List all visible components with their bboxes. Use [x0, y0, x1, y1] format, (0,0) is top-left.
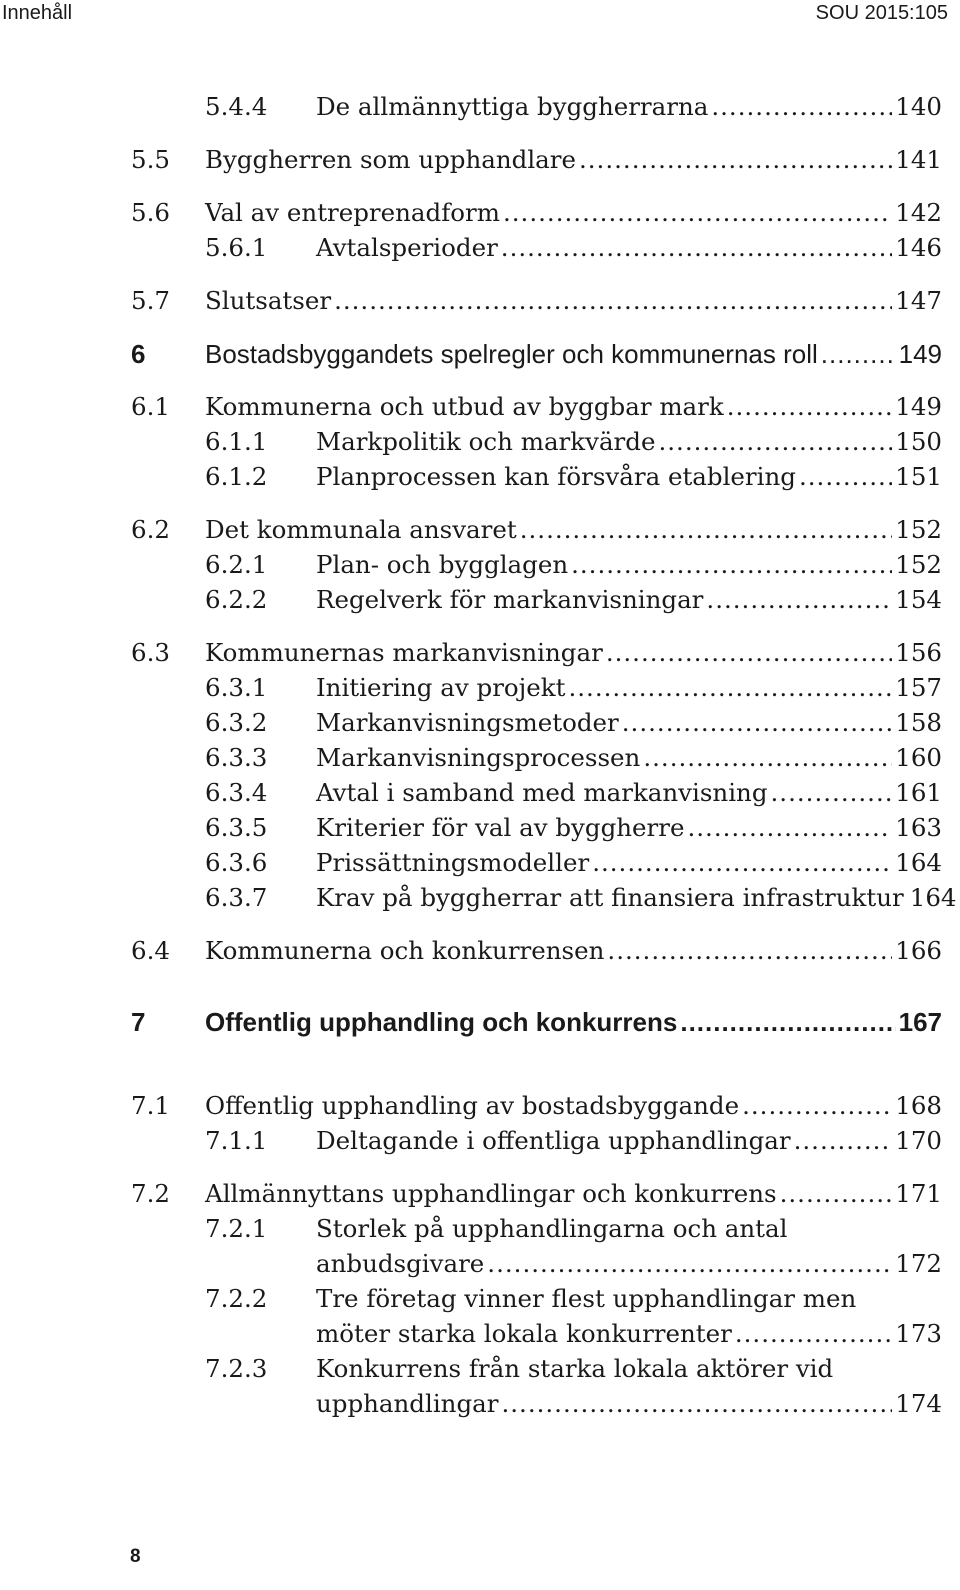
chapter-title: Bostadsbyggandets spelregler och kommunernas roll — [205, 339, 818, 369]
toc-entry[interactable] — [0, 583, 960, 617]
entry-page: 151 — [895, 462, 942, 491]
dot-leader — [503, 196, 892, 230]
entry-title: Byggherren som upphandlare — [205, 145, 576, 174]
toc-entry[interactable] — [0, 196, 960, 230]
entry-number: 7.1.1 — [205, 1126, 268, 1155]
entry-number: 6.2 — [131, 515, 170, 544]
entry-page: 173 — [895, 1319, 942, 1348]
entry-page: 161 — [895, 778, 942, 807]
entry-number: 5.4.4 — [205, 92, 268, 121]
dot-leader — [771, 776, 893, 810]
toc-entry[interactable] — [0, 143, 960, 177]
chapter-number: 7 — [131, 1007, 146, 1037]
chapter-page: 149 — [898, 339, 942, 369]
chapter-title: Offentlig upphandling och konkurrens — [205, 1007, 678, 1037]
entry-page: 160 — [895, 743, 942, 772]
toc-entry[interactable] — [0, 881, 960, 915]
entry-title: Plan- och bygglagen — [316, 550, 569, 579]
entry-title: Markanvisningsprocessen — [316, 743, 641, 772]
entry-title: Val av entreprenadform — [205, 198, 500, 227]
entry-page: 174 — [895, 1389, 942, 1418]
dot-leader — [334, 284, 892, 318]
entry-title: Regelverk för markanvisningar — [316, 585, 704, 614]
entry-page: 152 — [895, 515, 942, 544]
entry-title-line2: anbudsgivare — [316, 1249, 485, 1278]
entry-number: 6.3.6 — [205, 848, 268, 877]
entry-page: 147 — [895, 286, 942, 315]
entry-page: 166 — [895, 936, 942, 965]
entry-page: 141 — [895, 145, 942, 174]
entry-page: 164 — [895, 848, 942, 877]
toc-entry[interactable] — [0, 1089, 960, 1123]
entry-number: 6.1 — [131, 392, 170, 421]
entry-page: 171 — [895, 1179, 942, 1208]
dot-leader — [622, 706, 892, 740]
toc-entry[interactable] — [0, 90, 960, 124]
dot-leader — [607, 934, 892, 968]
toc-entry[interactable] — [0, 425, 960, 459]
dot-leader — [658, 425, 892, 459]
dot-leader — [520, 513, 893, 547]
entry-number: 5.7 — [131, 286, 170, 315]
dot-leader — [643, 741, 892, 775]
entry-page: 172 — [895, 1249, 942, 1278]
entry-title: Allmännyttans upphandlingar och konkurrens — [205, 1179, 777, 1208]
toc-entry[interactable] — [0, 1282, 960, 1316]
entry-page: 149 — [895, 392, 942, 421]
toc-entry[interactable] — [0, 1212, 960, 1246]
report-number: SOU 2015:105 — [815, 2, 948, 24]
dot-leader — [780, 1177, 893, 1211]
toc-entry[interactable] — [0, 460, 960, 494]
entry-title-line2: möter starka lokala konkurrenter — [316, 1319, 732, 1348]
toc-entry[interactable] — [0, 776, 960, 810]
entry-page: 154 — [895, 585, 942, 614]
toc-entry[interactable] — [0, 284, 960, 318]
toc-chapter-entry[interactable] — [0, 1005, 960, 1039]
entry-page: 168 — [895, 1091, 942, 1120]
entry-title: Kommunerna och konkurrensen — [205, 936, 605, 965]
entry-page: 158 — [895, 708, 942, 737]
entry-number: 6.3 — [131, 638, 170, 667]
toc-entry[interactable] — [0, 741, 960, 775]
entry-title: Avtal i samband med markanvisning — [316, 778, 768, 807]
dot-leader — [742, 1089, 892, 1123]
entry-title: Kommunerna och utbud av byggbar mark — [205, 392, 724, 421]
entry-title: Offentlig upphandling av bostadsbyggande — [205, 1091, 740, 1120]
entry-title: Kriterier för val av byggherre — [316, 813, 685, 842]
entry-number: 6.1.1 — [205, 427, 268, 456]
entry-number: 7.2.1 — [205, 1214, 268, 1243]
dot-leader — [680, 1005, 895, 1039]
running-header — [0, 2, 960, 36]
toc-entry[interactable] — [0, 1124, 960, 1158]
section-label: Innehåll — [2, 2, 73, 24]
chapter-number: 6 — [131, 339, 146, 369]
entry-number: 7.2.2 — [205, 1284, 268, 1313]
toc-entry[interactable] — [0, 513, 960, 547]
entry-page: 170 — [895, 1126, 942, 1155]
entry-number: 7.1 — [131, 1091, 170, 1120]
entry-page: 150 — [895, 427, 942, 456]
entry-number: 6.3.3 — [205, 743, 268, 772]
dot-leader — [568, 671, 892, 705]
dot-leader — [571, 548, 892, 582]
entry-page: 163 — [895, 813, 942, 842]
toc-entry[interactable] — [0, 934, 960, 968]
entry-title: Det kommunala ansvaret — [205, 515, 517, 544]
entry-title: Markpolitik och markvärde — [316, 427, 656, 456]
toc-chapter-entry[interactable] — [0, 337, 960, 371]
dot-leader — [706, 583, 892, 617]
entry-title: Planprocessen kan försvåra etablering — [316, 462, 796, 491]
toc-entry[interactable] — [0, 1177, 960, 1211]
entry-page: 164 — [909, 883, 957, 912]
toc-entry[interactable] — [0, 1352, 960, 1386]
entry-number: 6.3.1 — [205, 673, 268, 702]
entry-number: 6.1.2 — [205, 462, 268, 491]
entry-title-line1: Tre företag vinner flest upphandlingar men — [316, 1284, 857, 1313]
toc-entry-continuation[interactable] — [0, 1247, 960, 1281]
entry-number: 5.5 — [131, 145, 170, 174]
entry-title: Initiering av projekt — [316, 673, 566, 702]
dot-leader — [487, 1247, 892, 1281]
toc-entry[interactable] — [0, 706, 960, 740]
entry-title-line1: Storlek på upphandlingarna och antal — [316, 1214, 788, 1243]
entry-title: Prissättningsmodeller — [316, 848, 590, 877]
dot-leader — [727, 390, 893, 424]
entry-page: 152 — [895, 550, 942, 579]
entry-number: 6.3.4 — [205, 778, 268, 807]
chapter-page: 167 — [898, 1007, 942, 1037]
entry-title: Krav på byggherrar att finansiera infrastruktur — [316, 883, 904, 912]
entry-number: 7.2 — [131, 1179, 170, 1208]
entry-page: 146 — [895, 233, 942, 262]
entry-page: 157 — [895, 673, 942, 702]
toc-entry-continuation[interactable] — [0, 1387, 960, 1421]
dot-leader — [501, 1387, 892, 1421]
toc-entry[interactable] — [0, 671, 960, 705]
entry-number: 6.3.2 — [205, 708, 268, 737]
toc-entry-continuation[interactable] — [0, 1317, 960, 1351]
entry-number: 6.2.1 — [205, 550, 268, 579]
entry-title: Slutsatser — [205, 286, 332, 315]
dot-leader — [501, 231, 892, 265]
entry-title-line1: Konkurrens från starka lokala aktörer vid — [316, 1354, 834, 1383]
entry-title-line2: upphandlingar — [316, 1389, 499, 1418]
dot-leader — [711, 90, 892, 124]
dot-leader — [606, 636, 892, 670]
dot-leader — [794, 1124, 893, 1158]
toc-entry[interactable] — [0, 846, 960, 880]
entry-number: 6.3.7 — [205, 883, 268, 912]
entry-number: 6.2.2 — [205, 585, 268, 614]
toc-entry[interactable] — [0, 231, 960, 265]
dot-leader — [735, 1317, 892, 1351]
dot-leader — [592, 846, 892, 880]
dot-leader — [579, 143, 892, 177]
entry-number: 6.4 — [131, 936, 170, 965]
entry-number: 6.3.5 — [205, 813, 268, 842]
page-number: 8 — [130, 1546, 141, 1567]
entry-page: 156 — [895, 638, 942, 667]
entry-title: Avtalsperioder — [316, 233, 498, 262]
entry-number: 5.6 — [131, 198, 170, 227]
entry-number: 5.6.1 — [205, 233, 268, 262]
entry-title: Deltagande i offentliga upphandlingar — [316, 1126, 791, 1155]
dot-leader — [799, 460, 892, 494]
dot-leader — [687, 811, 892, 845]
toc-entry[interactable] — [0, 636, 960, 670]
toc-entry[interactable] — [0, 390, 960, 424]
entry-number: 7.2.3 — [205, 1354, 268, 1383]
toc-entry[interactable] — [0, 548, 960, 582]
entry-title: De allmännyttiga byggherrarna — [316, 92, 709, 121]
entry-page: 142 — [895, 198, 942, 227]
toc-entry[interactable] — [0, 811, 960, 845]
entry-title: Kommunernas markanvisningar — [205, 638, 603, 667]
dot-leader — [821, 337, 896, 371]
entry-title: Markanvisningsmetoder — [316, 708, 619, 737]
entry-page: 140 — [895, 92, 942, 121]
